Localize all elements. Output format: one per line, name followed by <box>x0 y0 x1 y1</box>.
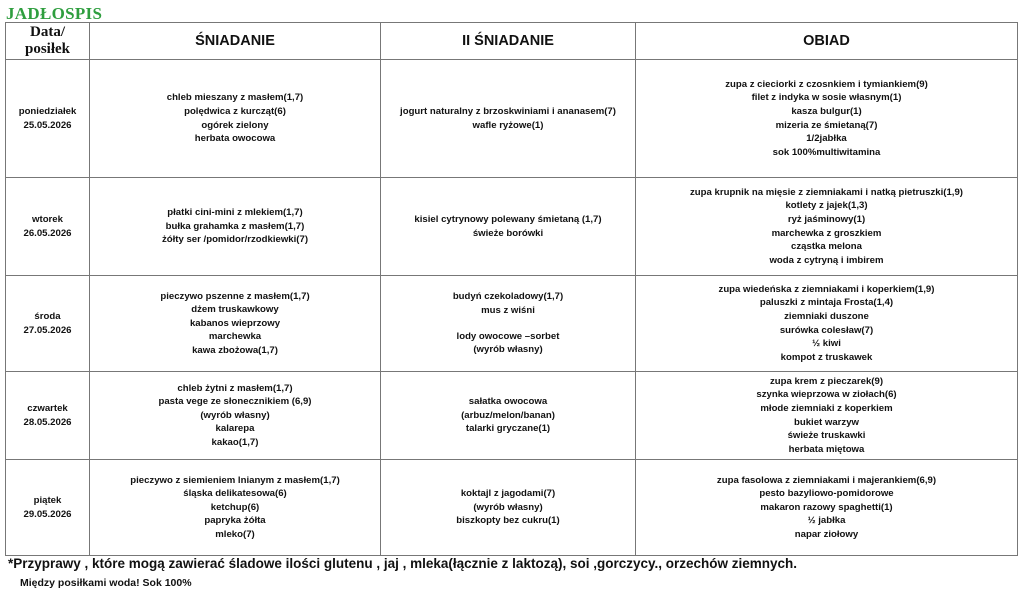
menu-item: kotlety z jajek(1,3) <box>785 200 868 212</box>
menu-item: kasza bulgur(1) <box>791 105 862 117</box>
menu-body <box>6 60 1018 556</box>
menu-item: papryka żółta <box>204 515 266 527</box>
allergen-footnote: *Przyprawy , które mogą zawierać śladowe ilości glutenu , jaj , mleka(łącznie z laktozą), soi ,gorczycy., orzechów ziemnych. <box>8 556 798 571</box>
menu-item: żółty ser /pomidor/rzodkiewki(7) <box>161 234 309 246</box>
menu-item: herbata owocowa <box>194 133 276 145</box>
menu-item: bułka grahamka z masłem(1,7) <box>165 220 305 232</box>
day-cell <box>6 60 90 178</box>
menu-item: kalarepa <box>215 423 255 435</box>
menu-item: pasta vege ze słonecznikiem (6,9) <box>158 396 312 408</box>
menu-item: marchewka <box>208 331 262 343</box>
page-title: JADŁOSPIS <box>6 4 103 23</box>
day-name: środa <box>34 310 61 322</box>
menu-item: mus z wiśni <box>481 304 535 316</box>
date-header-line: Data/ <box>30 24 65 40</box>
date-header-line: posiłek <box>24 41 70 57</box>
day-name: piątek <box>33 494 62 506</box>
menu-item: świeże borówki <box>472 227 544 239</box>
day-date: 26.05.2026 <box>23 227 72 239</box>
menu-item: chleb żytni z masłem(1,7) <box>177 382 293 394</box>
day-date: 29.05.2026 <box>23 508 72 520</box>
day-cell <box>6 178 90 276</box>
menu-item: zupa z cieciorki z czosnkiem i tymiankiem(9) <box>725 78 928 90</box>
menu-item: (arbuz/melon/banan) <box>461 409 555 421</box>
menu-item: sałatka owocowa <box>468 396 548 408</box>
day-row <box>6 178 1018 276</box>
lunch-cell <box>636 460 1018 556</box>
menu-item: zupa wiedeńska z ziemniakami i koperkiem(1,9) <box>718 283 935 295</box>
menu-item: zupa krupnik na mięsie z ziemniakami i natką pietruszki(1,9) <box>690 186 963 198</box>
day-name: wtorek <box>32 213 63 225</box>
lunch-cell <box>636 60 1018 178</box>
menu-item: paluszki z mintaja Frosta(1,4) <box>759 297 894 309</box>
menu-item: lody owocowe –sorbet <box>456 330 560 342</box>
menu-item: kawa zbożowa(1,7) <box>192 344 278 356</box>
menu-item: zupa krem z pieczarek(9) <box>769 375 884 387</box>
second-breakfast-cell <box>381 276 636 372</box>
menu-item: koktajl z jagodami(7) <box>460 488 556 500</box>
menu-item: 1/2jabłka <box>806 133 847 145</box>
menu-item: herbata miętowa <box>788 443 865 455</box>
menu-item: ketchup(6) <box>210 501 260 513</box>
menu-item: cząstka melona <box>791 241 862 253</box>
menu-table <box>5 22 1018 556</box>
menu-item: świeże truskawki <box>787 430 866 442</box>
menu-item: śląska delikatesowa(6) <box>183 488 287 500</box>
day-name: czwartek <box>27 402 68 414</box>
day-row <box>6 60 1018 178</box>
menu-item: surówka colesław(7) <box>779 324 874 336</box>
menu-item: napar ziołowy <box>794 528 859 540</box>
day-cell <box>6 372 90 460</box>
menu-item: talarki gryczane(1) <box>465 423 551 435</box>
menu-item: kompot z truskawek <box>780 351 873 363</box>
day-cell <box>6 460 90 556</box>
header-row <box>6 23 1018 60</box>
breakfast-cell <box>90 460 381 556</box>
second-breakfast-cell <box>381 460 636 556</box>
menu-item: jogurt naturalny z brzoskwiniami i ananasem(7) <box>400 105 616 117</box>
menu-item: marchewka z groszkiem <box>771 227 882 239</box>
menu-item: filet z indyka w sosie własnym(1) <box>751 92 902 104</box>
lunch-cell <box>636 178 1018 276</box>
lunch-cell <box>636 276 1018 372</box>
day-row <box>6 372 1018 460</box>
day-row <box>6 276 1018 372</box>
menu-item: (wyrób własny) <box>473 344 543 356</box>
second-breakfast-cell <box>381 372 636 460</box>
lunch-header: OBIAD <box>636 23 1018 60</box>
menu-item: biszkopty bez cukru(1) <box>456 515 560 527</box>
menu-item: płatki cini-mini z mlekiem(1,7) <box>167 207 303 219</box>
menu-item: zupa fasolowa z ziemniakami i majerankiem(6,9) <box>716 474 937 486</box>
menu-gap <box>385 318 631 330</box>
menu-item: kabanos wieprzowy <box>189 317 281 329</box>
lunch-cell <box>636 372 1018 460</box>
second-breakfast-cell <box>381 60 636 178</box>
day-date: 25.05.2026 <box>23 119 72 131</box>
day-date: 28.05.2026 <box>23 416 72 428</box>
breakfast-cell <box>90 372 381 460</box>
menu-item: młode ziemniaki z koperkiem <box>760 402 893 414</box>
menu-item: ryż jaśminowy(1) <box>787 213 866 225</box>
breakfast-cell <box>90 178 381 276</box>
menu-item: dżem truskawkowy <box>191 304 279 316</box>
menu-item: sok 100%multiwitamina <box>772 146 881 158</box>
date-header <box>6 23 90 60</box>
menu-item: wafle ryżowe(1) <box>472 119 544 131</box>
menu-item: bukiet warzyw <box>793 416 860 428</box>
menu-item: woda z cytryną i imbirem <box>769 254 884 266</box>
menu-item: (wyrób własny) <box>200 409 270 421</box>
day-row <box>6 460 1018 556</box>
menu-item: ½ kiwi <box>812 338 841 350</box>
menu-item: pesto bazyliowo-pomidorowe <box>759 488 894 500</box>
second-breakfast-cell <box>381 178 636 276</box>
menu-item: ziemniaki duszone <box>784 310 869 322</box>
menu-item: (wyrób własny) <box>473 501 543 513</box>
menu-item: makaron razowy spaghetti(1) <box>760 501 893 513</box>
second-breakfast-header: II ŚNIADANIE <box>381 23 636 60</box>
breakfast-cell <box>90 276 381 372</box>
menu-item: pieczywo z siemieniem lnianym z masłem(1,7) <box>130 474 340 486</box>
menu-item: mleko(7) <box>215 528 255 540</box>
breakfast-header: ŚNIADANIE <box>90 23 381 60</box>
day-cell <box>6 276 90 372</box>
menu-item: chleb mieszany z masłem(1,7) <box>166 92 304 104</box>
breakfast-cell <box>90 60 381 178</box>
day-date: 27.05.2026 <box>23 324 72 336</box>
menu-item: mizeria ze śmietaną(7) <box>775 119 878 131</box>
menu-item: ½ jabłka <box>807 515 846 527</box>
menu-item: szynka wieprzowa w ziołach(6) <box>756 389 897 401</box>
day-name: poniedziałek <box>18 105 77 117</box>
menu-item: budyń czekoladowy(1,7) <box>452 291 564 303</box>
menu-item: kisiel cytrynowy polewany śmietaną (1,7) <box>414 213 602 225</box>
between-meals-note: Między posiłkami woda! Sok 100% <box>20 577 192 589</box>
menu-item: ogórek zielony <box>201 119 269 131</box>
menu-item: polędwica z kurcząt(6) <box>184 105 286 117</box>
menu-item: pieczywo pszenne z masłem(1,7) <box>160 290 310 302</box>
menu-item: kakao(1,7) <box>211 436 259 448</box>
